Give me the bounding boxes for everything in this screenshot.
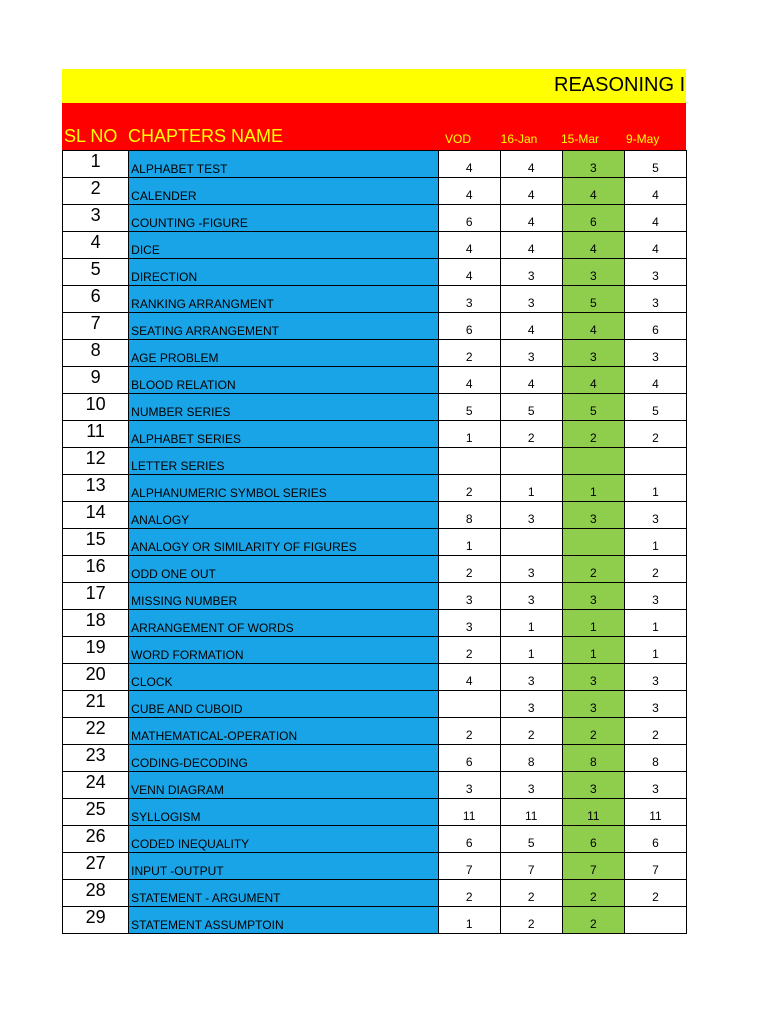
mar-15-cell[interactable]: 4 bbox=[562, 178, 624, 205]
jan-16-cell[interactable]: 3 bbox=[500, 664, 562, 691]
mar-15-cell[interactable]: 2 bbox=[562, 880, 624, 907]
sl-no-cell[interactable]: 26 bbox=[63, 826, 129, 853]
header-vod: VOD bbox=[444, 132, 471, 146]
may-9-cell[interactable]: 1 bbox=[624, 529, 686, 556]
vod-cell[interactable] bbox=[438, 691, 500, 718]
vod-cell[interactable]: 2 bbox=[438, 637, 500, 664]
table-row bbox=[63, 394, 687, 421]
sl-no-cell[interactable]: 1 bbox=[63, 151, 129, 178]
table-row bbox=[63, 421, 687, 448]
vod-cell[interactable]: 3 bbox=[438, 610, 500, 637]
sl-no-cell[interactable]: 29 bbox=[63, 907, 129, 934]
mar-15-cell[interactable]: 6 bbox=[562, 826, 624, 853]
jan-16-cell[interactable] bbox=[500, 529, 562, 556]
chapter-name-cell[interactable]: ANALOGY bbox=[129, 502, 438, 529]
vod-cell[interactable]: 8 bbox=[438, 502, 500, 529]
may-9-cell[interactable]: 2 bbox=[624, 880, 686, 907]
may-9-cell[interactable]: 3 bbox=[624, 259, 686, 286]
table-row bbox=[63, 556, 687, 583]
chapter-name-cell[interactable]: VENN DIAGRAM bbox=[129, 772, 438, 799]
chapter-name-cell[interactable]: CLOCK bbox=[129, 664, 438, 691]
may-9-cell[interactable]: 5 bbox=[624, 151, 686, 178]
vod-cell[interactable]: 7 bbox=[438, 853, 500, 880]
mar-15-cell[interactable]: 5 bbox=[562, 394, 624, 421]
may-9-cell[interactable]: 2 bbox=[624, 718, 686, 745]
mar-15-cell[interactable]: 8 bbox=[562, 745, 624, 772]
vod-cell[interactable]: 6 bbox=[438, 745, 500, 772]
sl-no-cell[interactable]: 10 bbox=[63, 394, 129, 421]
mar-15-cell[interactable]: 1 bbox=[562, 610, 624, 637]
chapter-name-cell[interactable]: ALPHABET TEST bbox=[129, 151, 438, 178]
jan-16-cell[interactable]: 7 bbox=[500, 853, 562, 880]
may-9-cell[interactable]: 7 bbox=[624, 853, 686, 880]
chapter-name-cell[interactable]: MATHEMATICAL-OPERATION bbox=[129, 718, 438, 745]
sl-no-cell[interactable]: 22 bbox=[63, 718, 129, 745]
sl-no-cell[interactable]: 12 bbox=[63, 448, 129, 475]
mar-15-cell[interactable]: 3 bbox=[562, 502, 624, 529]
table-row bbox=[63, 637, 687, 664]
vod-cell[interactable]: 4 bbox=[438, 178, 500, 205]
vod-cell[interactable]: 6 bbox=[438, 313, 500, 340]
jan-16-cell[interactable]: 11 bbox=[500, 799, 562, 826]
may-9-cell[interactable]: 6 bbox=[624, 313, 686, 340]
jan-16-cell[interactable]: 4 bbox=[500, 313, 562, 340]
jan-16-cell[interactable]: 3 bbox=[500, 556, 562, 583]
may-9-cell[interactable]: 4 bbox=[624, 178, 686, 205]
may-9-cell[interactable]: 8 bbox=[624, 745, 686, 772]
jan-16-cell[interactable]: 4 bbox=[500, 367, 562, 394]
mar-15-cell[interactable]: 3 bbox=[562, 151, 624, 178]
mar-15-cell[interactable]: 5 bbox=[562, 286, 624, 313]
vod-cell[interactable]: 1 bbox=[438, 529, 500, 556]
chapter-name-cell[interactable]: ARRANGEMENT OF WORDS bbox=[129, 610, 438, 637]
may-9-cell[interactable]: 3 bbox=[624, 286, 686, 313]
jan-16-cell[interactable]: 3 bbox=[500, 583, 562, 610]
title-bar bbox=[62, 69, 686, 103]
may-9-cell[interactable]: 5 bbox=[624, 394, 686, 421]
mar-15-cell[interactable] bbox=[562, 448, 624, 475]
jan-16-cell[interactable]: 3 bbox=[500, 691, 562, 718]
header-15-mar: 15-Mar bbox=[560, 132, 599, 146]
sl-no-cell[interactable]: 25 bbox=[63, 799, 129, 826]
vod-cell[interactable]: 2 bbox=[438, 475, 500, 502]
chapter-name-cell[interactable]: INPUT -OUTPUT bbox=[129, 853, 438, 880]
table-row bbox=[63, 529, 687, 556]
may-9-cell[interactable]: 4 bbox=[624, 205, 686, 232]
mar-15-cell[interactable]: 1 bbox=[562, 475, 624, 502]
mar-15-cell[interactable]: 2 bbox=[562, 718, 624, 745]
jan-16-cell[interactable]: 1 bbox=[500, 610, 562, 637]
jan-16-cell[interactable] bbox=[500, 448, 562, 475]
vod-cell[interactable]: 6 bbox=[438, 826, 500, 853]
header-16-jan: 16-Jan bbox=[500, 132, 538, 146]
may-9-cell[interactable]: 2 bbox=[624, 556, 686, 583]
may-9-cell[interactable] bbox=[624, 907, 686, 934]
may-9-cell[interactable]: 3 bbox=[624, 502, 686, 529]
jan-16-cell[interactable]: 4 bbox=[500, 178, 562, 205]
may-9-cell[interactable]: 11 bbox=[624, 799, 686, 826]
mar-15-cell[interactable]: 2 bbox=[562, 421, 624, 448]
may-9-cell[interactable]: 3 bbox=[624, 664, 686, 691]
chapter-name-cell[interactable]: CODING-DECODING bbox=[129, 745, 438, 772]
vod-cell[interactable]: 2 bbox=[438, 556, 500, 583]
vod-cell[interactable]: 4 bbox=[438, 664, 500, 691]
jan-16-cell[interactable]: 3 bbox=[500, 340, 562, 367]
vod-cell[interactable]: 2 bbox=[438, 718, 500, 745]
sl-no-cell[interactable]: 20 bbox=[63, 664, 129, 691]
may-9-cell[interactable] bbox=[624, 448, 686, 475]
mar-15-cell[interactable]: 4 bbox=[562, 313, 624, 340]
sl-no-cell[interactable]: 16 bbox=[63, 556, 129, 583]
spreadsheet bbox=[62, 69, 686, 934]
vod-cell[interactable]: 4 bbox=[438, 151, 500, 178]
sl-no-cell[interactable]: 19 bbox=[63, 637, 129, 664]
jan-16-cell[interactable]: 5 bbox=[500, 826, 562, 853]
sl-no-cell[interactable]: 24 bbox=[63, 772, 129, 799]
jan-16-cell[interactable]: 2 bbox=[500, 718, 562, 745]
mar-15-cell[interactable]: 7 bbox=[562, 853, 624, 880]
chapter-name-cell[interactable]: CALENDER bbox=[129, 178, 438, 205]
mar-15-cell[interactable]: 4 bbox=[562, 367, 624, 394]
jan-16-cell[interactable]: 8 bbox=[500, 745, 562, 772]
may-9-cell[interactable]: 4 bbox=[624, 232, 686, 259]
jan-16-cell[interactable]: 1 bbox=[500, 475, 562, 502]
sl-no-cell[interactable]: 21 bbox=[63, 691, 129, 718]
table-row bbox=[63, 745, 687, 772]
jan-16-cell[interactable]: 3 bbox=[500, 502, 562, 529]
table-row bbox=[63, 151, 687, 178]
chapter-name-cell[interactable]: ALPHABET SERIES bbox=[129, 421, 438, 448]
mar-15-cell[interactable]: 3 bbox=[562, 772, 624, 799]
table-row bbox=[63, 340, 687, 367]
chapter-name-cell[interactable]: DIRECTION bbox=[129, 259, 438, 286]
sl-no-cell[interactable]: 7 bbox=[63, 313, 129, 340]
table-row bbox=[63, 799, 687, 826]
chapter-name-cell[interactable]: ALPHANUMERIC SYMBOL SERIES bbox=[129, 475, 438, 502]
jan-16-cell[interactable]: 4 bbox=[500, 151, 562, 178]
chapter-name-cell[interactable]: RANKING ARRANGMENT bbox=[129, 286, 438, 313]
table-row bbox=[63, 907, 687, 934]
jan-16-cell[interactable]: 5 bbox=[500, 394, 562, 421]
may-9-cell[interactable]: 2 bbox=[624, 421, 686, 448]
chapter-name-cell[interactable]: COUNTING -FIGURE bbox=[129, 205, 438, 232]
jan-16-cell[interactable]: 4 bbox=[500, 205, 562, 232]
table-row bbox=[63, 259, 687, 286]
may-9-cell[interactable]: 3 bbox=[624, 772, 686, 799]
table-row bbox=[63, 718, 687, 745]
chapter-name-cell[interactable]: STATEMENT - ARGUMENT bbox=[129, 880, 438, 907]
jan-16-cell[interactable]: 2 bbox=[500, 421, 562, 448]
mar-15-cell[interactable]: 3 bbox=[562, 664, 624, 691]
mar-15-cell[interactable]: 3 bbox=[562, 340, 624, 367]
header-sl-no: SL NO bbox=[64, 126, 118, 146]
may-9-cell[interactable]: 6 bbox=[624, 826, 686, 853]
table-row bbox=[63, 205, 687, 232]
jan-16-cell[interactable]: 3 bbox=[500, 286, 562, 313]
chapter-name-cell[interactable]: WORD FORMATION bbox=[129, 637, 438, 664]
vod-cell[interactable]: 3 bbox=[438, 772, 500, 799]
vod-cell[interactable]: 1 bbox=[438, 421, 500, 448]
may-9-cell[interactable]: 1 bbox=[624, 610, 686, 637]
chapter-name-cell[interactable]: BLOOD RELATION bbox=[129, 367, 438, 394]
sl-no-cell[interactable]: 6 bbox=[63, 286, 129, 313]
vod-cell[interactable]: 4 bbox=[438, 232, 500, 259]
vod-cell[interactable]: 6 bbox=[438, 205, 500, 232]
header-9-may: 9-May bbox=[626, 132, 660, 146]
header-chapters-name: CHAPTERS NAME bbox=[128, 126, 284, 146]
chapter-name-cell[interactable]: DICE bbox=[129, 232, 438, 259]
chapter-name-cell[interactable]: ODD ONE OUT bbox=[129, 556, 438, 583]
sl-no-cell[interactable]: 4 bbox=[63, 232, 129, 259]
table-row bbox=[63, 610, 687, 637]
jan-16-cell[interactable]: 1 bbox=[500, 637, 562, 664]
sl-no-cell[interactable]: 28 bbox=[63, 880, 129, 907]
table-row bbox=[63, 448, 687, 475]
chapter-name-cell[interactable]: LETTER SERIES bbox=[129, 448, 438, 475]
header-row bbox=[62, 103, 686, 150]
vod-cell[interactable]: 2 bbox=[438, 340, 500, 367]
table-row bbox=[63, 691, 687, 718]
jan-16-cell[interactable]: 2 bbox=[500, 880, 562, 907]
chapter-name-cell[interactable]: ANALOGY OR SIMILARITY OF FIGURES bbox=[129, 529, 438, 556]
chapter-name-cell[interactable]: CUBE AND CUBOID bbox=[129, 691, 438, 718]
sl-no-cell[interactable]: 3 bbox=[63, 205, 129, 232]
table-row bbox=[63, 880, 687, 907]
mar-15-cell[interactable]: 6 bbox=[562, 205, 624, 232]
sl-no-cell[interactable]: 8 bbox=[63, 340, 129, 367]
table-row bbox=[63, 502, 687, 529]
vod-cell[interactable]: 11 bbox=[438, 799, 500, 826]
table-row bbox=[63, 232, 687, 259]
vod-cell[interactable]: 2 bbox=[438, 880, 500, 907]
mar-15-cell[interactable]: 3 bbox=[562, 691, 624, 718]
jan-16-cell[interactable]: 2 bbox=[500, 907, 562, 934]
table-row bbox=[63, 583, 687, 610]
sl-no-cell[interactable]: 27 bbox=[63, 853, 129, 880]
vod-cell[interactable] bbox=[438, 448, 500, 475]
chapter-name-cell[interactable]: MISSING NUMBER bbox=[129, 583, 438, 610]
sl-no-cell[interactable]: 11 bbox=[63, 421, 129, 448]
mar-15-cell[interactable]: 2 bbox=[562, 556, 624, 583]
table-row bbox=[63, 367, 687, 394]
may-9-cell[interactable]: 1 bbox=[624, 637, 686, 664]
chapter-name-cell[interactable]: STATEMENT ASSUMPTOIN bbox=[129, 907, 438, 934]
sl-no-cell[interactable]: 17 bbox=[63, 583, 129, 610]
sl-no-cell[interactable]: 5 bbox=[63, 259, 129, 286]
table-row bbox=[63, 313, 687, 340]
table-row bbox=[63, 826, 687, 853]
sl-no-cell[interactable]: 14 bbox=[63, 502, 129, 529]
mar-15-cell[interactable]: 2 bbox=[562, 907, 624, 934]
chapter-name-cell[interactable]: AGE PROBLEM bbox=[129, 340, 438, 367]
chapter-name-cell[interactable]: NUMBER SERIES bbox=[129, 394, 438, 421]
table-row bbox=[63, 772, 687, 799]
sl-no-cell[interactable]: 18 bbox=[63, 610, 129, 637]
sl-no-cell[interactable]: 15 bbox=[63, 529, 129, 556]
mar-15-cell[interactable]: 1 bbox=[562, 637, 624, 664]
table-row bbox=[63, 475, 687, 502]
table-row bbox=[63, 286, 687, 313]
table-row bbox=[63, 178, 687, 205]
jan-16-cell[interactable]: 3 bbox=[500, 772, 562, 799]
sl-no-cell[interactable]: 2 bbox=[63, 178, 129, 205]
jan-16-cell[interactable]: 3 bbox=[500, 259, 562, 286]
may-9-cell[interactable]: 3 bbox=[624, 340, 686, 367]
chapters-table bbox=[62, 150, 687, 934]
vod-cell[interactable]: 1 bbox=[438, 907, 500, 934]
table-row bbox=[63, 853, 687, 880]
may-9-cell[interactable]: 3 bbox=[624, 583, 686, 610]
may-9-cell[interactable]: 3 bbox=[624, 691, 686, 718]
sl-no-cell[interactable]: 23 bbox=[63, 745, 129, 772]
vod-cell[interactable]: 4 bbox=[438, 259, 500, 286]
sheet-title: REASONING I bbox=[554, 74, 686, 96]
sl-no-cell[interactable]: 9 bbox=[63, 367, 129, 394]
may-9-cell[interactable]: 4 bbox=[624, 367, 686, 394]
mar-15-cell[interactable]: 3 bbox=[562, 259, 624, 286]
vod-cell[interactable]: 5 bbox=[438, 394, 500, 421]
vod-cell[interactable]: 3 bbox=[438, 286, 500, 313]
jan-16-cell[interactable]: 4 bbox=[500, 232, 562, 259]
chapter-name-cell[interactable]: CODED INEQUALITY bbox=[129, 826, 438, 853]
mar-15-cell[interactable]: 11 bbox=[562, 799, 624, 826]
sl-no-cell[interactable]: 13 bbox=[63, 475, 129, 502]
may-9-cell[interactable]: 1 bbox=[624, 475, 686, 502]
mar-15-cell[interactable]: 3 bbox=[562, 583, 624, 610]
chapter-name-cell[interactable]: SYLLOGISM bbox=[129, 799, 438, 826]
vod-cell[interactable]: 3 bbox=[438, 583, 500, 610]
mar-15-cell[interactable] bbox=[562, 529, 624, 556]
vod-cell[interactable]: 4 bbox=[438, 367, 500, 394]
chapter-name-cell[interactable]: SEATING ARRANGEMENT bbox=[129, 313, 438, 340]
table-row bbox=[63, 664, 687, 691]
mar-15-cell[interactable]: 4 bbox=[562, 232, 624, 259]
